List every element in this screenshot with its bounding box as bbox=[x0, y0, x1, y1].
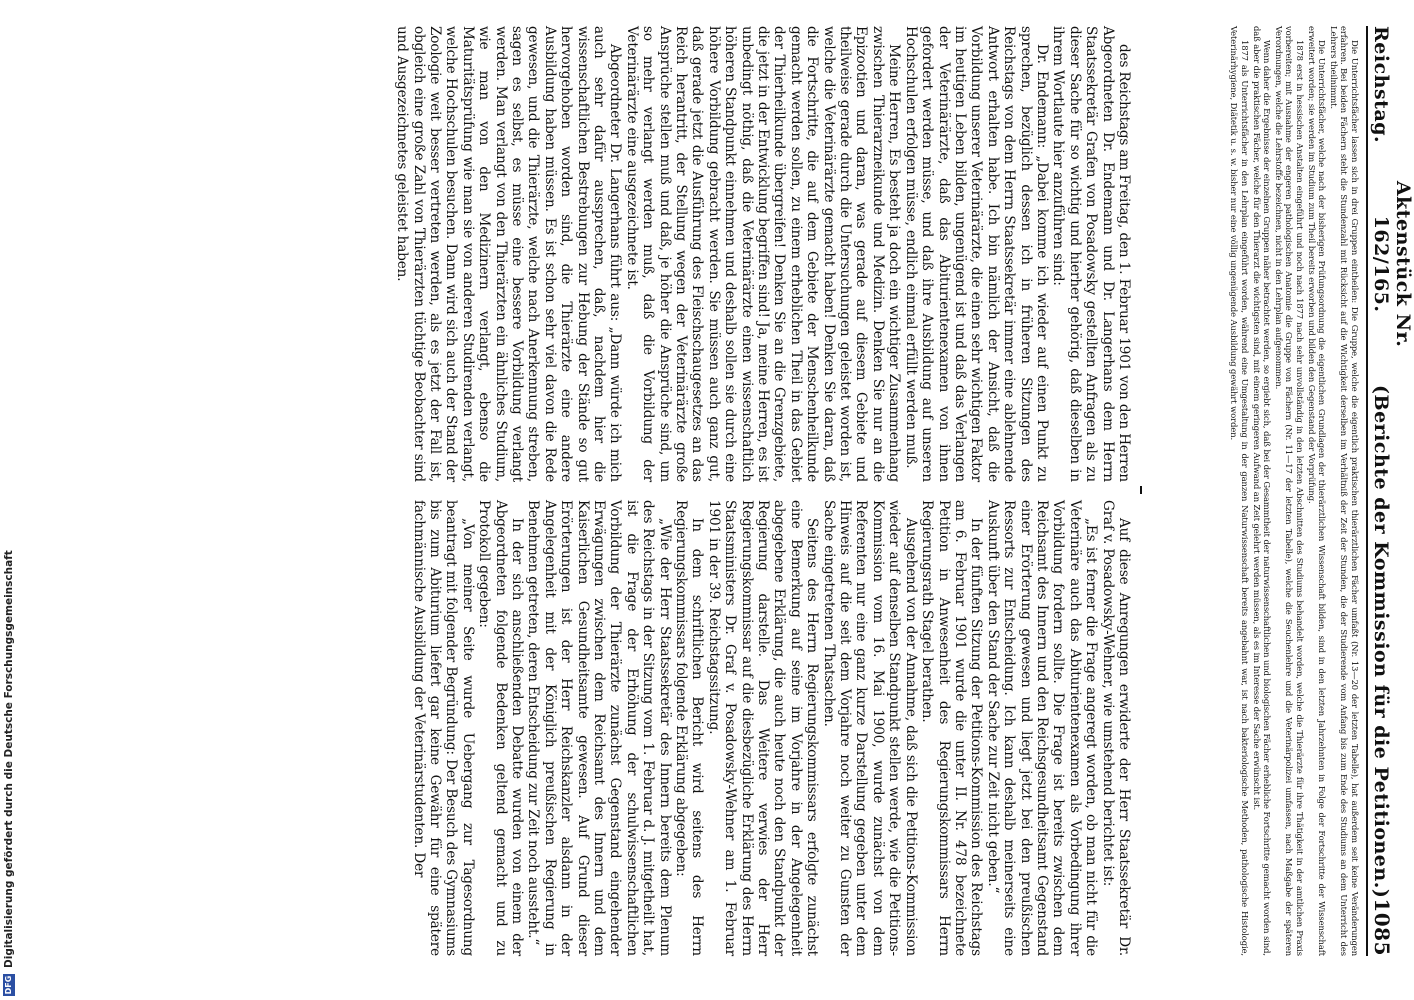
column-left bbox=[102, 26, 1132, 482]
running-head-title: Aktenstück Nr. 162/165. bbox=[1370, 180, 1414, 348]
paragraph: „Von meiner Seite wurde Uebergang zur Tagesordnung beantragt mit folgender Begründung: Der Besuch des Gymnasiums bis zum Abiturium liefert gar keine Gewähr für eine spätere fachmännische Ausbildung der Veterinärstudenten. Der bbox=[410, 500, 476, 956]
paragraph: „Wie der Herr Staatssekretär des Innern bereits dem Plenum des Reichstags in der Sitzung vom 1. Februar d. J. mitgetheilt hat, ist die Frage der Erhöhung der schulwissenschaftlichen Vorbildung der Thierärzte zunächst Gegenstand eingehender Erwägungen zwischen dem Reichsamt des Innern und dem Kaiserlichen Gesundheitsamte gewesen. Auf Grund dieser Erörterungen ist der Herr Reichskanzler alsdann in der Angelegenheit mit der Königlich preußischen Regierung in Benehmen getreten, deren Entscheidung zur Zeit noch aussteht.“ bbox=[525, 500, 673, 956]
paragraph: Dr. Endemann: „Dabei komme ich wieder auf einen Punkt zu sprechen, bezüglich dessen ich in früheren Sitzungen des Reichstags von dem Herrn Staatssekretär immer eine ablehnende Antwort erhalten habe. Ich bin nämlich der Ansicht, daß die Vorbildung unserer Veterinärärzte, die einen sehr wichtigen Faktor im heutigen Leben bilden, ungenügend ist und daß das Verlangen der Veterinärärzte, daß das Abiturientenexamen von ihnen gefordert werden müsse, und daß ihre Ausbildung auf unseren Hochschulen erfolgen müsse, endlich einmal erfüllt werden muß. bbox=[902, 26, 1050, 482]
paragraph: In dem schriftlichen Bericht wird seitens des Herrn Regierungskommissars folgende Erklärung abgegeben: bbox=[673, 500, 706, 956]
summary-paragraph: Wenn daher die Ergebnisse der einzelnen Gruppen näher betrachtet werden, so ergiebt sich, daß bei der Gesammtheit der naturwissenschaftlichen und biologischen Fächer erhebliche Fortschritte gemacht worden sind, daß aber die praktischen Fächer, welche für den Thierarzt die wichtigsten sind, mit einem geringeren Aufwand an Zeit gelehrt werden müssen, als es im Interesse der Sache erwünscht ist. bbox=[1251, 26, 1273, 956]
paragraph: Auf diese Anregungen erwiderte der Herr Staatssekretär Dr. Graf v. Posadowsky-Wehner, wie umstehend berichtet ist: bbox=[1099, 500, 1132, 956]
summary-paragraph: 1877 als Unterrichtsfächer in den Lehrplan eingeführt worden, während eine Umgestaltung in der ganzen Naturwissenschaft bereits angebahnt war, ist nach bakteriologische Methoden, pathologische Histologie, Veterinärhygiene, Diätetik u. s. w. bisher nur eine völlig ungenügende Ausbildung gewährt worden. bbox=[1229, 26, 1251, 956]
summary-paragraph: Die Unterrichtsfächer lassen sich in drei Gruppen eintheilen: Die Gruppe, welche die eigentlich praktischen thierärztlichen Fächer umfaßt (Nr. 13—20 der letzten Tabelle), hat außerdem seit keine Veränderungen erfahren. Bei beiden Fächern steht die Stundenzahl mit Rücksicht auf die Wichtigkeit derselben im Verhältniß der Zeit der Stunden, die der Studierende vom Anfang bis zum Ende des Studiums an dem Unterricht des Lehrers theilnimmt. bbox=[1328, 26, 1360, 956]
paragraph: In der sich anschließenden Debatte wurden von einem der Abgeordneten folgende Bedenken geltend gemacht und zu Protokoll gegeben: bbox=[476, 500, 525, 956]
paragraph: Seitens des Herrn Regierungskommissars erfolgte zunächst eine Bemerkung auf seine im Vorjahre in der Angelegenheit abgegebene Erklärung, die auch heute noch den Standpunkt der Regierung darstelle. Das Weitere verwies der Herr Regierungskommissar auf die diesbezügliche Erklärung des Herrn Staatsministers Dr. Graf v. Posadowsky-Wehner am 1. Februar 1901 in der 39. Reichstagssitzung. bbox=[705, 500, 821, 956]
body-columns bbox=[102, 26, 1132, 956]
paragraph: Abgeordneter Dr. Langerhans führt aus: „Dann würde ich mich auch sehr dafür aussprechen, daß, nachdem hier die wissenschaftlichen Bestrebungen zur Hebung der Stände so gut hervorgehoben worden sind, die Thierärzte eine andere Ausbildung haben müssen. Es ist schon sehr viel davon die Rede gewesen, und die Thierärzte, welche nach Anerkennung streben, sagen es selbst, es müsse eine bessere Vorbildung verlangt werden. Man verlangt von den Thierärzten ein ähnliches Studium, wie man von den Medizinern verlangt, ebenso die Maturitätsprüfung wie man sie von anderen Studirenden verlangt, welche Hochschulen besuchen. Dann wird sich auch der Stand der Zoologie weit besser vertreten werden, als es jetzt der Fall ist, obgleich eine große Zahl von Thierärzten tüchtige Beobachter sind und Ausgezeichnetes geleistet haben. bbox=[394, 26, 624, 482]
dfg-logo: DFG bbox=[4, 975, 13, 995]
paragraph: „Es ist ferner die Frage angeregt worden, ob man nicht für die Veterinäre auch das Abiturientenexamen als Vorbedingung ihrer Vorbildung fordern sollte. Die Frage ist bereits zwischen dem Reichsamt des Innern und den Reichsgesundheitsamt Gegenstand einer Erörterung gewesen und liegt jetzt bei den preußischen Ressorts zur Entscheidung. Ich kann deshalb meinerseits eine Auskunft über den Stand der Sache zur Zeit nicht geben.“ bbox=[984, 500, 1100, 956]
running-head-section: (Berichte der Kommission für die Petitionen.) bbox=[1370, 385, 1392, 899]
summary-block bbox=[1228, 26, 1360, 956]
document-page bbox=[94, 26, 1414, 956]
column-right bbox=[102, 500, 1132, 956]
paragraph: des Reichstags am Freitag, den 1. Februar 1901 von den Herren Abgeordneten Dr. Endemann und Dr. Langerhans dem Herrn Staatssekretär Grafen von Posadowsky gestellten Anfragen als zu dieser Sache für so wichtig und hierher gehörig, daß dieselben in ihrem Wortlaute hier anzuführen sind: bbox=[1050, 26, 1132, 482]
paragraph: In der fünften Sitzung der Petitions-Kommission des Reichstags am 6. Februar 1901 wurde die unter II. Nr. 478 bezeichnete Petition in Anwesenheit des Regierungskommissars Herrn Regierungsrath Stagel berathen. bbox=[919, 500, 985, 956]
credit-text: Digitalisierung gefördert durch die Deutsche Forschungsgemeinschaft bbox=[3, 550, 15, 968]
section-divider bbox=[1140, 486, 1142, 494]
running-head bbox=[1366, 26, 1414, 956]
digitization-credit bbox=[3, 550, 15, 996]
summary-paragraph: Die Unterrichtsfächer, welche nach der bisherigen Prüfungsordnung die eigentlichen Grundlagen der thierärztlichen Wissenschaft bilden, sind in den letzten Jahrzehnten in Folge der Fortschritte der Wissenschaft erweitert worden; sie werden im Studium zum Theil bereits erworben und bilden den Gegenstand der Vorprüfung. bbox=[1306, 26, 1328, 956]
running-head-left: Reichstag. bbox=[1370, 26, 1392, 144]
page-number: 1085 bbox=[1370, 898, 1394, 956]
paragraph: Meine Herren, Es besteht ja doch ein wichtiger Zusammenhang zwischen Thierarzneikunde und Medizin. Denken Sie nur an die Epizootien und daran, was gerade auf diesem Gebiete und theilweise gerade durch die Untersuchungen geleistet worden ist, welche die Veterinärärzte gemacht haben! Denken Sie daran, daß die Fortschritte, die auf dem Gebiete der Menschenheilkunde gemacht werden sollen, zu einem erheblichen Theil in das Gebiet der Thierheilkunde übergreifen! Denken Sie an die Grenzgebiete, die jetzt in der Entwicklung begriffen sind! Ja, meine Herren, es ist unbedingt nöthig, daß die Veterinärärzte einen wissenschaftlich höheren Standpunkt einnehmen und deshalb sollen sie durch eine höhere Vorbildung gebracht werden. Sie müssen auch ganz gut, daß gerade jetzt die Ausführung des Fleischschaugesetzes an das Reich herantritt, der Stellung wegen der Veterinärärzte große Ansprüche stellen muß und daß, je höher die Ansprüche sind, um so mehr verlangt werden muß, daß die Vorbildung der Veterinärärzte eine ausgezeichnete ist. bbox=[623, 26, 903, 482]
summary-paragraph: 1878 erst in hessischen Anstalten eingeführt und noch nach 1877 nach sehr unvollständig in den letzten Abschnitten des Studiums behandelt worden, welche die Thierärzte für ihre Thätigkeit in der amtlichen Praxis vorbereiten; mit Ausnahme der engeren pathologischen Anatomie die Gruppe von Fächern (Nr. 11—17 der letzten Tabelle), welche die Seuchenlehre und die Veterinärpolizei umfassen, nach Maßgabe der späteren Verordnungen, welche die Lehrstoffe bezeichnen, nicht in den Lehrplan aufgenommen. bbox=[1273, 26, 1306, 956]
paragraph: Ausgehend von der Annahme, daß sich die Petitions-Kommission wieder auf denselben Standpunkt stellen werde, wie die Petitions-Kommission vom 16. Mai 1900, wurde zunächst von dem Referenten nur eine ganz kurze Darstellung gegeben unter dem Hinweis auf die seit dem Vorjahre noch weiter zu Gunsten der Sache eingetretenen Thatsachen. bbox=[820, 500, 919, 956]
